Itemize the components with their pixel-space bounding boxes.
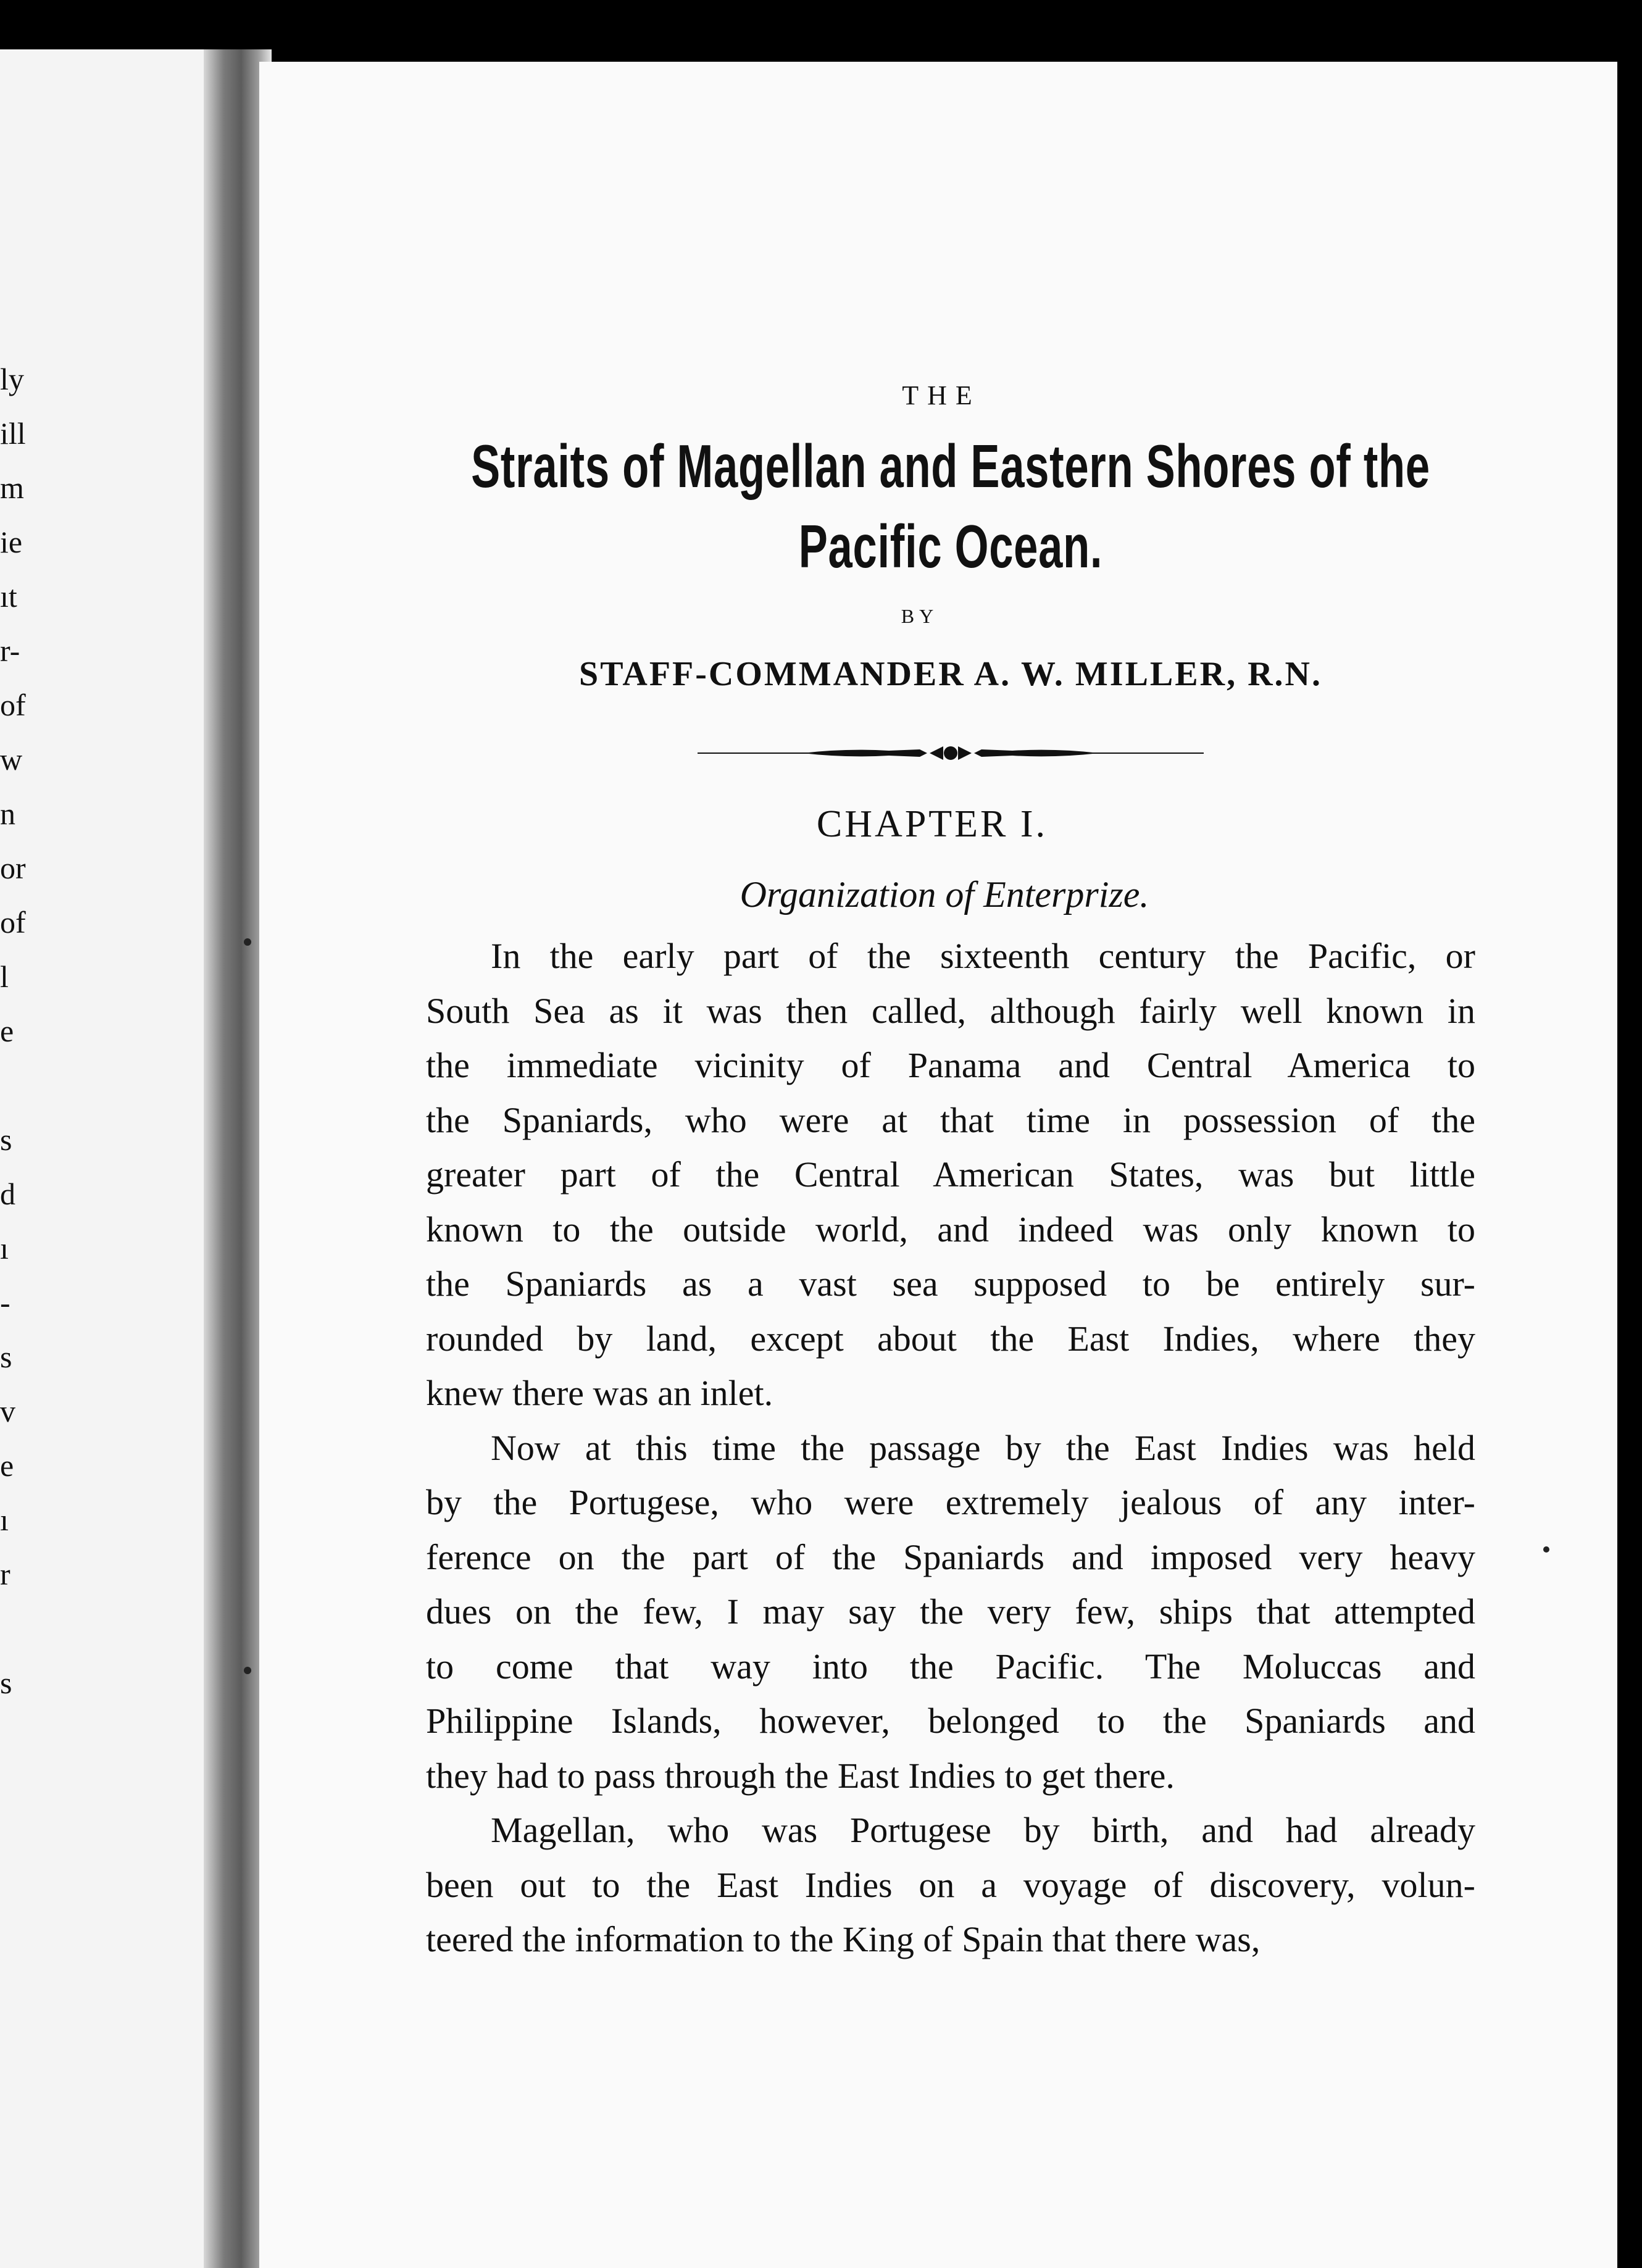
text-line: been out to the East Indies on a voyage of discovery, volun- [426, 1864, 1475, 1905]
left-page-fragment [0, 1927, 25, 1982]
left-page-fragment: s [0, 1666, 12, 1700]
left-page-fragment: ie [0, 525, 23, 559]
left-page-fragment: of [0, 688, 26, 722]
left-page-fragment [0, 1982, 25, 2036]
left-page-fragment: ı [0, 1231, 9, 1265]
left-page-fragment: e [0, 1448, 14, 1483]
left-page-fragment [0, 1764, 25, 1819]
text-line: known to the outside world, and indeed was only known to [426, 1209, 1475, 1249]
text-line: Magellan, who was Portugese by birth, and had already [491, 1810, 1475, 1850]
text-line: the immediate vicinity of Panama and Central America to [426, 1045, 1475, 1085]
left-page-fragment: s [0, 1122, 12, 1157]
left-page-fragment: w [0, 742, 23, 777]
left-page-fragment: s [0, 1340, 12, 1374]
left-page-fragment [0, 1873, 25, 1927]
text-line: rounded by land, except about the East Indies, where they [426, 1318, 1475, 1359]
left-page-fragment [0, 1710, 25, 1764]
left-page-fragment: ıt [0, 579, 17, 614]
left-page-fragment [0, 1058, 25, 1112]
text-line: In the early part of the sixteenth century the Pacific, or [491, 936, 1475, 976]
left-page-fragment: ill [0, 416, 26, 451]
text-line: dues on the few, I may say the very few, ships that attempted [426, 1591, 1475, 1632]
body-text [426, 929, 1475, 1967]
chapter-heading: CHAPTER I. [816, 803, 1048, 845]
ornamental-divider-icon [698, 741, 1204, 765]
chapter-subtitle: Organization of Enterprize. [740, 874, 1149, 915]
text-line: Philippine Islands, however, belonged to the Spaniards and [426, 1701, 1475, 1741]
text-line: to come that way into the Pacific. The Moluccas and [426, 1646, 1475, 1686]
top-edge-mark [731, 0, 756, 68]
left-page-fragment: of [0, 905, 26, 940]
left-page-fragment: d [0, 1177, 15, 1211]
paragraph [426, 929, 1475, 1421]
book-title [426, 426, 1475, 586]
margin-speck [244, 1667, 251, 1674]
text-line: Now at this time the passage by the East Indies was held [491, 1427, 1475, 1468]
left-page-fragment: m [0, 470, 24, 505]
page-content [426, 380, 1475, 1967]
text-line: by the Portugese, who were extremely jealous of any inter- [426, 1482, 1475, 1522]
by-label: BY [901, 605, 939, 627]
left-page-fragment [0, 1601, 25, 1656]
text-line: the Spaniards as a vast sea supposed to be entirely sur- [426, 1264, 1475, 1304]
author-name: STAFF-COMMANDER A. W. MILLER, R.N. [579, 655, 1322, 693]
margin-speck [1543, 1546, 1549, 1553]
text-line: South Sea as it was then called, although fairly well known in [426, 990, 1475, 1031]
left-page-fragment: ı [0, 1503, 9, 1537]
margin-speck [244, 938, 251, 946]
left-page-fragment: - [0, 1285, 10, 1320]
left-page-fragment: ly [0, 362, 24, 396]
text-line: knew there was an inlet. [426, 1373, 773, 1413]
text-line: the Spaniards, who were at that time in possession of the [426, 1099, 1475, 1140]
left-page-fragment: r [0, 1557, 10, 1591]
left-page-fragment: v [0, 1394, 15, 1428]
left-page-fragment: e [0, 1014, 14, 1048]
text-line: greater part of the Central American States, was but little [426, 1154, 1475, 1194]
left-page-fragment: r- [0, 633, 20, 668]
left-facing-page [0, 49, 228, 2268]
book-title-line-1: Straits of Magellan and Eastern Shores of the [471, 432, 1430, 500]
left-page-fragment [0, 1819, 25, 1873]
left-page-fragment: n [0, 796, 15, 831]
text-line: they had to pass through the East Indies to get there. [426, 1755, 1175, 1796]
paragraph [426, 1803, 1475, 1967]
left-page-text-fragments [0, 352, 25, 2036]
paragraph [426, 1421, 1475, 1804]
text-line: ference on the part of the Spaniards and imposed very heavy [426, 1536, 1475, 1577]
left-page-fragment: l [0, 959, 9, 994]
text-line: teered the information to the King of Spain that there was, [426, 1919, 1261, 1959]
book-title-line-2: Pacific Ocean. [798, 512, 1103, 580]
title-prefix: THE [902, 380, 981, 411]
left-page-fragment: or [0, 851, 26, 885]
